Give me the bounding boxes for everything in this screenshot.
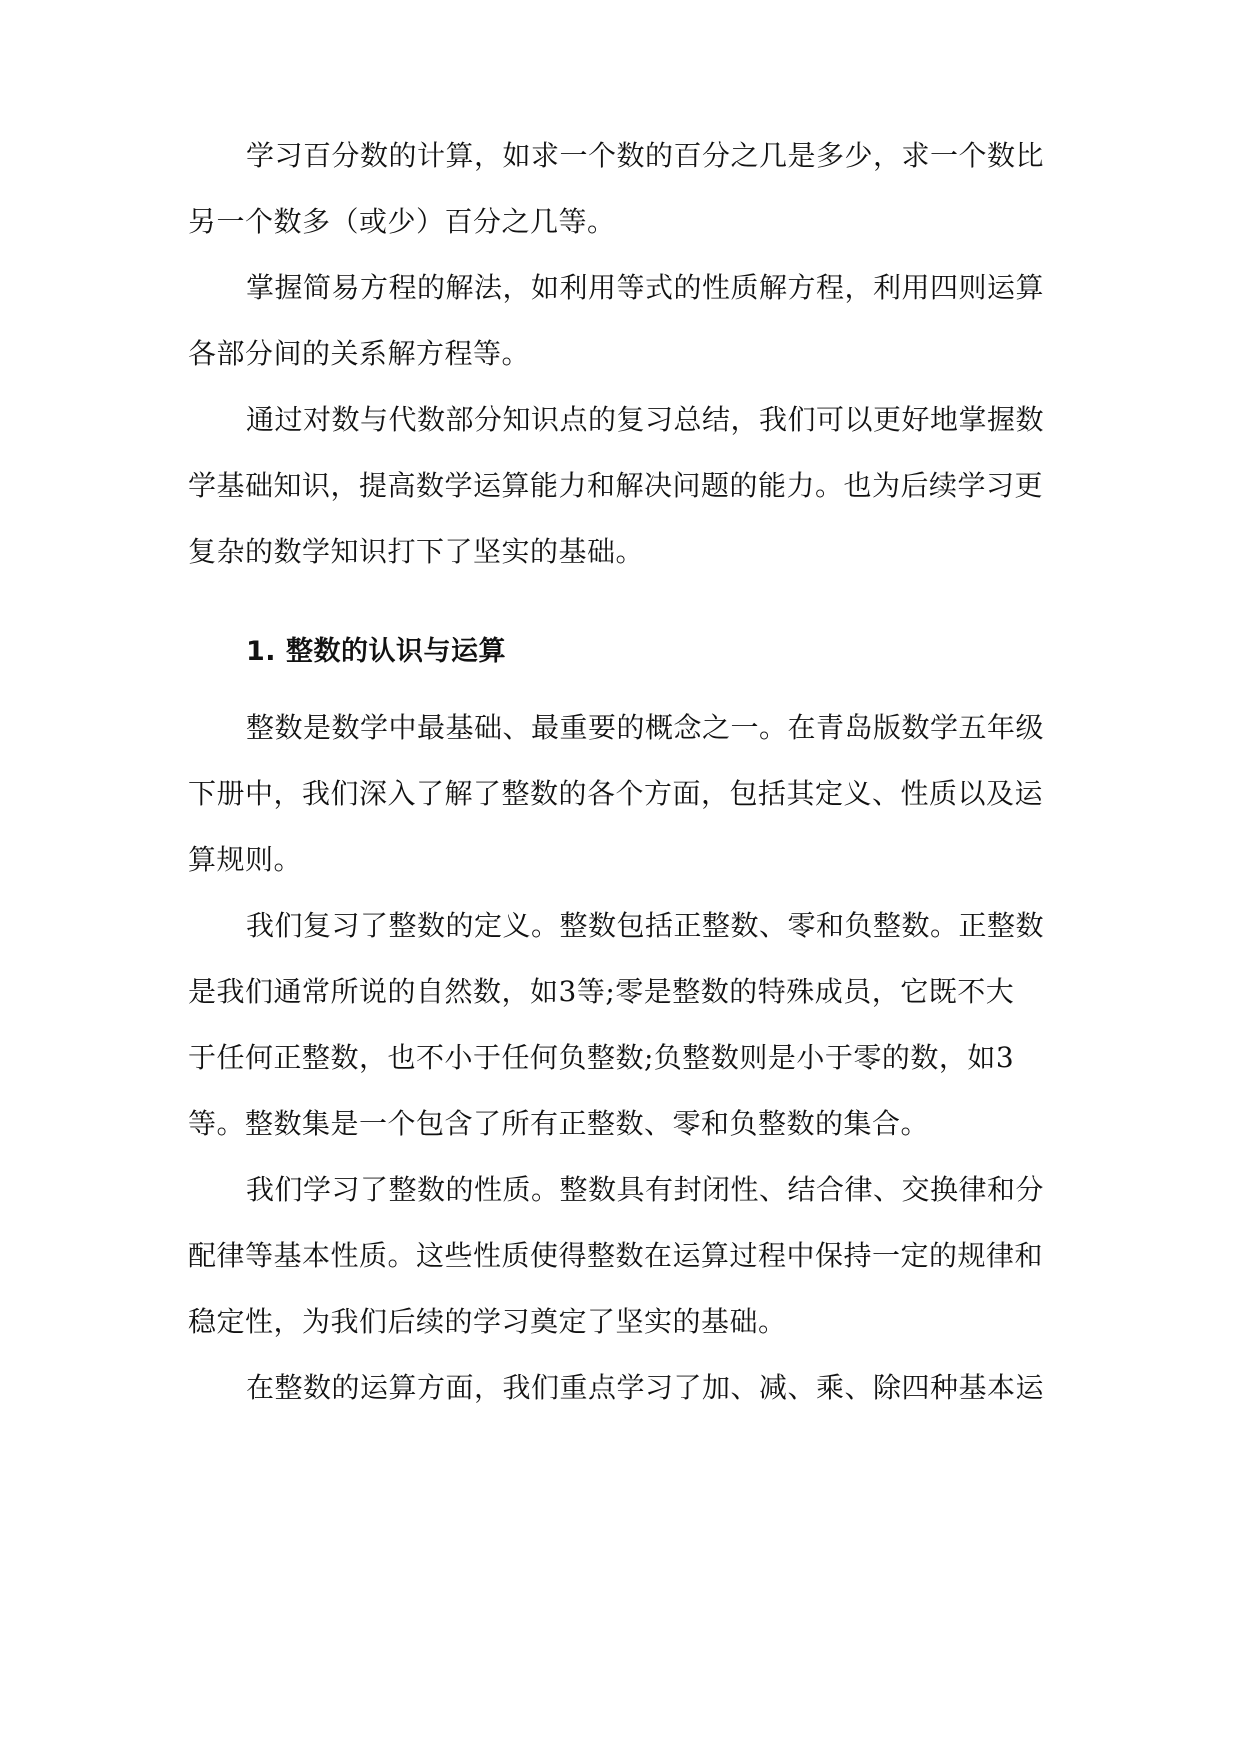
paragraph-line: 我们复习了整数的定义。整数包括正整数、零和负整数。正整数 bbox=[246, 909, 1045, 942]
paragraph-line: 在整数的运算方面，我们重点学习了加、减、乘、除四种基本运 bbox=[246, 1371, 1045, 1404]
paragraph-line: 于任何正整数，也不小于任何负整数;负整数则是小于零的数，如3 bbox=[188, 1041, 1015, 1074]
paragraph-line: 各部分间的关系解方程等。 bbox=[188, 337, 531, 370]
paragraph-line: 另一个数多（或少）百分之几等。 bbox=[188, 205, 616, 238]
paragraph-line: 稳定性，为我们后续的学习奠定了坚实的基础。 bbox=[188, 1305, 787, 1338]
paragraph-line: 掌握简易方程的解法，如利用等式的性质解方程，利用四则运算 bbox=[246, 271, 1045, 304]
paragraph-line: 等。整数集是一个包含了所有正整数、零和负整数的集合。 bbox=[188, 1107, 930, 1140]
paragraph-line: 下册中，我们深入了解了整数的各个方面，包括其定义、性质以及运 bbox=[188, 777, 1044, 810]
section-heading: 1. 整数的认识与运算 bbox=[246, 636, 506, 667]
paragraph-line: 算规则。 bbox=[188, 843, 303, 876]
paragraph-line: 配律等基本性质。这些性质使得整数在运算过程中保持一定的规律和 bbox=[188, 1239, 1044, 1272]
paragraph-line: 整数是数学中最基础、最重要的概念之一。在青岛版数学五年级 bbox=[246, 711, 1045, 744]
paragraph-line: 学基础知识，提高数学运算能力和解决问题的能力。也为后续学习更 bbox=[188, 469, 1044, 502]
paragraph-line: 学习百分数的计算，如求一个数的百分之几是多少，求一个数比 bbox=[246, 139, 1045, 172]
paragraph-line: 我们学习了整数的性质。整数具有封闭性、结合律、交换律和分 bbox=[246, 1173, 1045, 1206]
paragraph-line: 复杂的数学知识打下了坚实的基础。 bbox=[188, 535, 645, 568]
paragraph-line: 是我们通常所说的自然数，如3等;零是整数的特殊成员，它既不大 bbox=[188, 975, 1015, 1008]
paragraph-line: 通过对数与代数部分知识点的复习总结，我们可以更好地掌握数 bbox=[246, 403, 1045, 436]
